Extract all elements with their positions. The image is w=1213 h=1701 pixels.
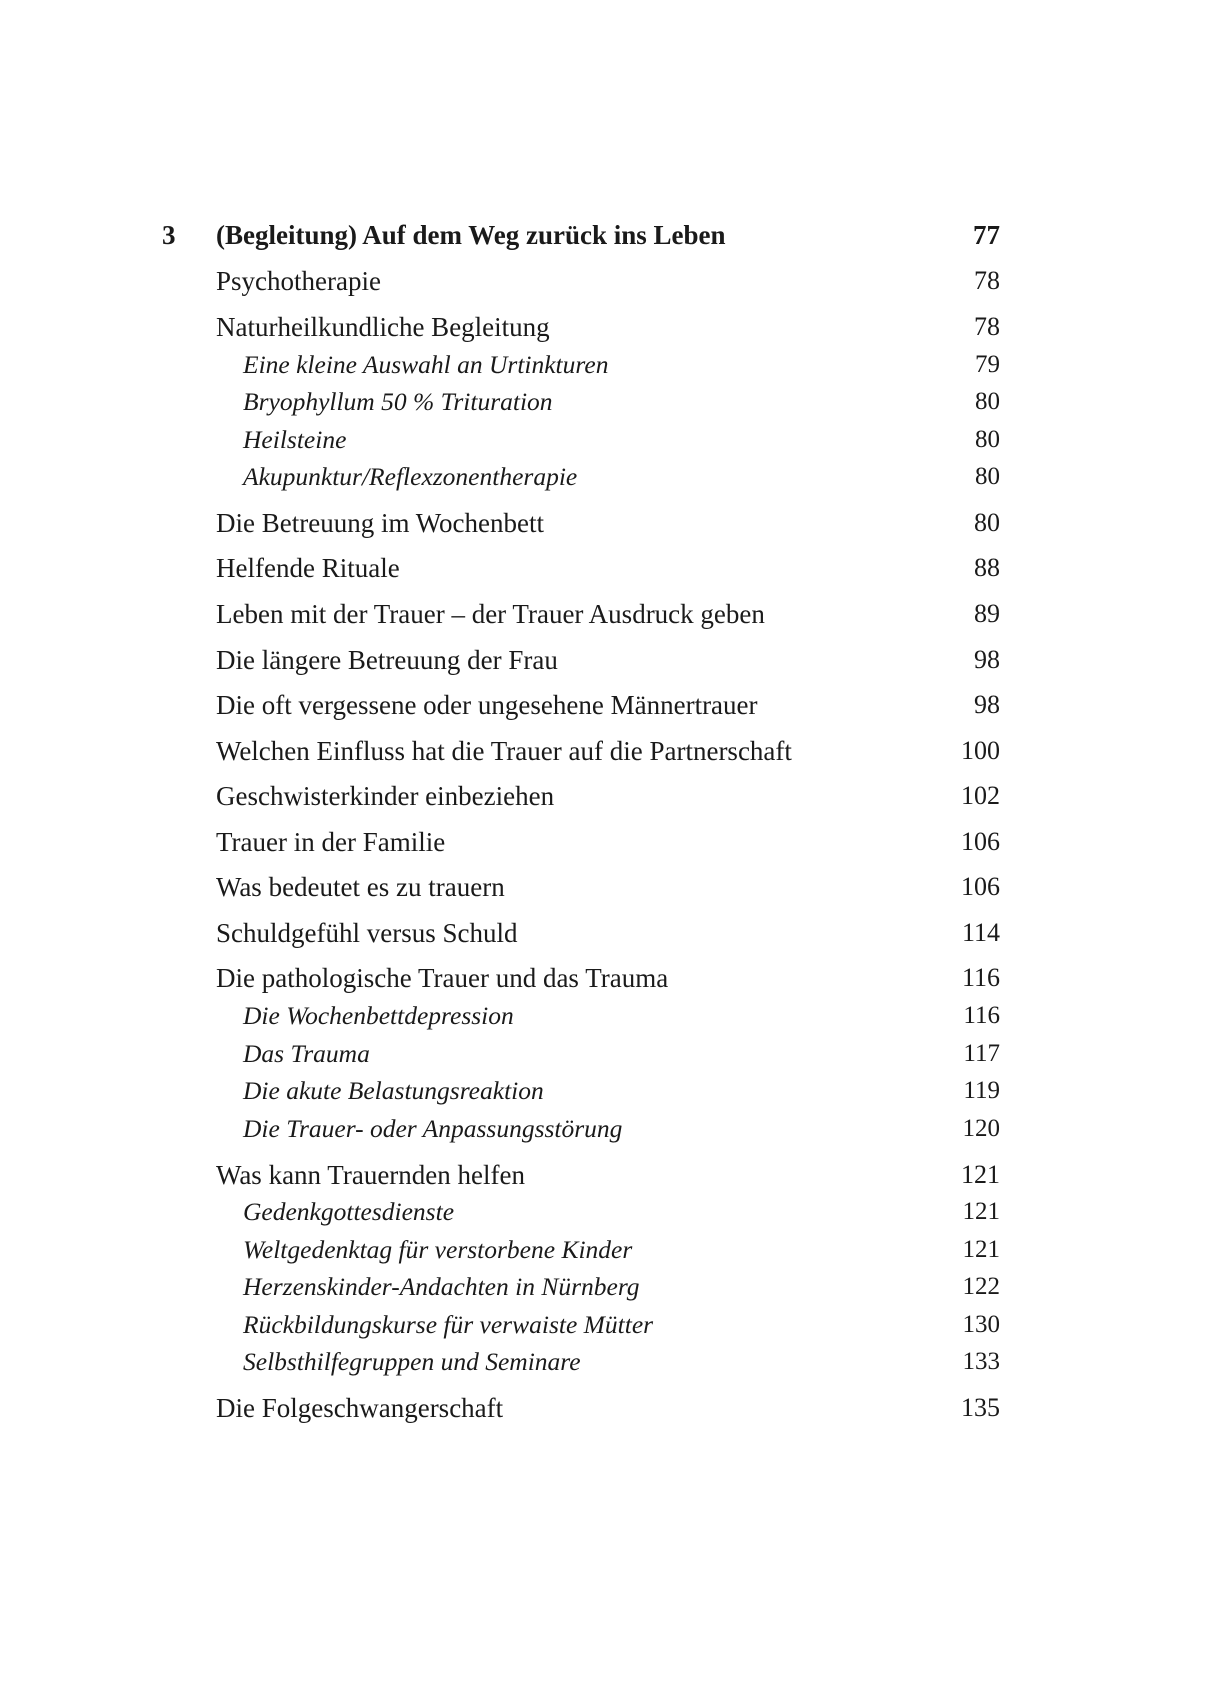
- toc-subentry: [0, 1230, 1213, 1270]
- chapter-number: 3: [162, 220, 176, 250]
- toc-entry-page: 78: [974, 266, 1000, 295]
- toc-entry-page: 80: [974, 508, 1000, 537]
- toc-subentry: [0, 1192, 1213, 1232]
- toc-subentry-title: Die akute Belastungsreaktion: [243, 1076, 544, 1105]
- toc-entry-page: 106: [961, 827, 1000, 856]
- toc-subentry-page: 119: [963, 1077, 1000, 1104]
- toc-subentry: [0, 1267, 1213, 1307]
- toc-entry-title: Die längere Betreuung der Frau: [216, 645, 558, 675]
- toc-entry-title: Naturheilkundliche Begleitung: [216, 312, 550, 342]
- toc-entry-title: Was kann Trauernden helfen: [216, 1160, 525, 1190]
- toc-subentry-page: 130: [962, 1311, 1000, 1338]
- toc-subentry-title: Selbsthilfegruppen und Seminare: [243, 1347, 581, 1376]
- toc-entry-title: Die pathologische Trauer und das Trauma: [216, 963, 669, 993]
- toc-entry-page: 100: [961, 736, 1000, 765]
- toc-subentry-title: Bryophyllum 50 % Trituration: [243, 387, 553, 416]
- toc-subentry-title: Rückbildungskurse für verwaiste Mütter: [243, 1310, 654, 1339]
- toc-subentry-title: Das Trauma: [243, 1039, 370, 1068]
- toc-subentry-page: 121: [962, 1236, 1000, 1263]
- toc-subentry: [0, 1071, 1213, 1111]
- toc-entry-page: 121: [961, 1160, 1000, 1189]
- toc-entry-title: Psychotherapie: [216, 266, 381, 296]
- toc-entry: [0, 867, 1213, 907]
- toc-entry: [0, 307, 1213, 347]
- chapter-page: 77: [973, 220, 1000, 250]
- toc-subentry: [0, 420, 1213, 460]
- toc-subentry-title: Gedenkgottesdienste: [243, 1197, 455, 1226]
- toc-subentry-title: Die Wochenbettdepression: [243, 1001, 514, 1030]
- toc-entry-page: 78: [974, 312, 1000, 341]
- toc-subentry-title: Akupunktur/Reflexzonentherapie: [243, 462, 578, 491]
- toc-entry: [0, 822, 1213, 862]
- toc-entry: [0, 731, 1213, 771]
- toc-entry: [0, 548, 1213, 588]
- toc-entry: [0, 958, 1213, 998]
- toc-subentry-page: 116: [963, 1002, 1000, 1029]
- toc-entry-page: 135: [961, 1393, 1000, 1422]
- toc-entry: [0, 503, 1213, 543]
- toc-subentry: [0, 996, 1213, 1036]
- toc-entry-page: 114: [961, 918, 1000, 947]
- toc-subentry: [0, 1305, 1213, 1345]
- toc-entry-title: Helfende Rituale: [216, 553, 400, 583]
- toc-entry: [0, 1155, 1213, 1195]
- toc-subentry: [0, 457, 1213, 497]
- toc-subentry-page: 80: [975, 463, 1000, 490]
- toc-entry-title: Geschwisterkinder einbeziehen: [216, 781, 555, 811]
- toc-entry: [0, 913, 1213, 953]
- toc-subentry: [0, 1342, 1213, 1382]
- toc-entry-page: 88: [974, 553, 1000, 582]
- toc-subentry: [0, 1109, 1213, 1149]
- toc-entry-title: Leben mit der Trauer – der Trauer Ausdruck geben: [216, 599, 765, 629]
- toc-subentry-page: 122: [962, 1273, 1000, 1300]
- toc-entry-title: Schuldgefühl versus Schuld: [216, 918, 518, 948]
- toc-entry-page: 89: [974, 599, 1000, 628]
- toc-subentry-title: Eine kleine Auswahl an Urtinkturen: [243, 350, 609, 379]
- toc-subentry: [0, 382, 1213, 422]
- toc-subentry-page: 117: [963, 1040, 1000, 1067]
- toc-entry-title: Was bedeutet es zu trauern: [216, 872, 505, 902]
- toc-subentry-title: Heilsteine: [243, 425, 347, 454]
- toc-subentry-page: 79: [975, 351, 1000, 378]
- toc-subentry-page: 80: [975, 426, 1000, 453]
- toc-entry: [0, 594, 1213, 634]
- toc-entry: [0, 685, 1213, 725]
- chapter-heading: [0, 215, 1213, 255]
- toc-entry-title: Trauer in der Familie: [216, 827, 446, 857]
- toc-entry-title: Welchen Einfluss hat die Trauer auf die Partnerschaft: [216, 736, 792, 766]
- toc-entry: [0, 261, 1213, 301]
- toc-entry: [0, 1388, 1213, 1428]
- toc-entry: [0, 776, 1213, 816]
- toc-entry-title: Die Betreuung im Wochenbett: [216, 508, 544, 538]
- chapter-title: (Begleitung) Auf dem Weg zurück ins Leben: [216, 220, 726, 250]
- toc-subentry: [0, 1034, 1213, 1074]
- toc-entry-page: 116: [961, 963, 1000, 992]
- toc-subentry-page: 121: [962, 1198, 1000, 1225]
- toc-subentry-title: Die Trauer- oder Anpassungsstörung: [243, 1114, 623, 1143]
- toc-subentry-page: 80: [975, 388, 1000, 415]
- toc-entry-page: 98: [974, 645, 1000, 674]
- toc-entry-title: Die oft vergessene oder ungesehene Männertrauer: [216, 690, 758, 720]
- toc-entry: [0, 640, 1213, 680]
- toc-subentry: [0, 345, 1213, 385]
- toc-subentry-title: Herzenskinder-Andachten in Nürnberg: [243, 1272, 640, 1301]
- toc-subentry-page: 133: [962, 1348, 1000, 1375]
- toc-subentry-title: Weltgedenktag für verstorbene Kinder: [243, 1235, 633, 1264]
- toc-entry-title: Die Folgeschwangerschaft: [216, 1393, 504, 1423]
- toc-entry-page: 106: [961, 872, 1000, 901]
- toc-subentry-page: 120: [962, 1115, 1000, 1142]
- toc-entry-page: 98: [974, 690, 1000, 719]
- toc-entry-page: 102: [961, 781, 1000, 810]
